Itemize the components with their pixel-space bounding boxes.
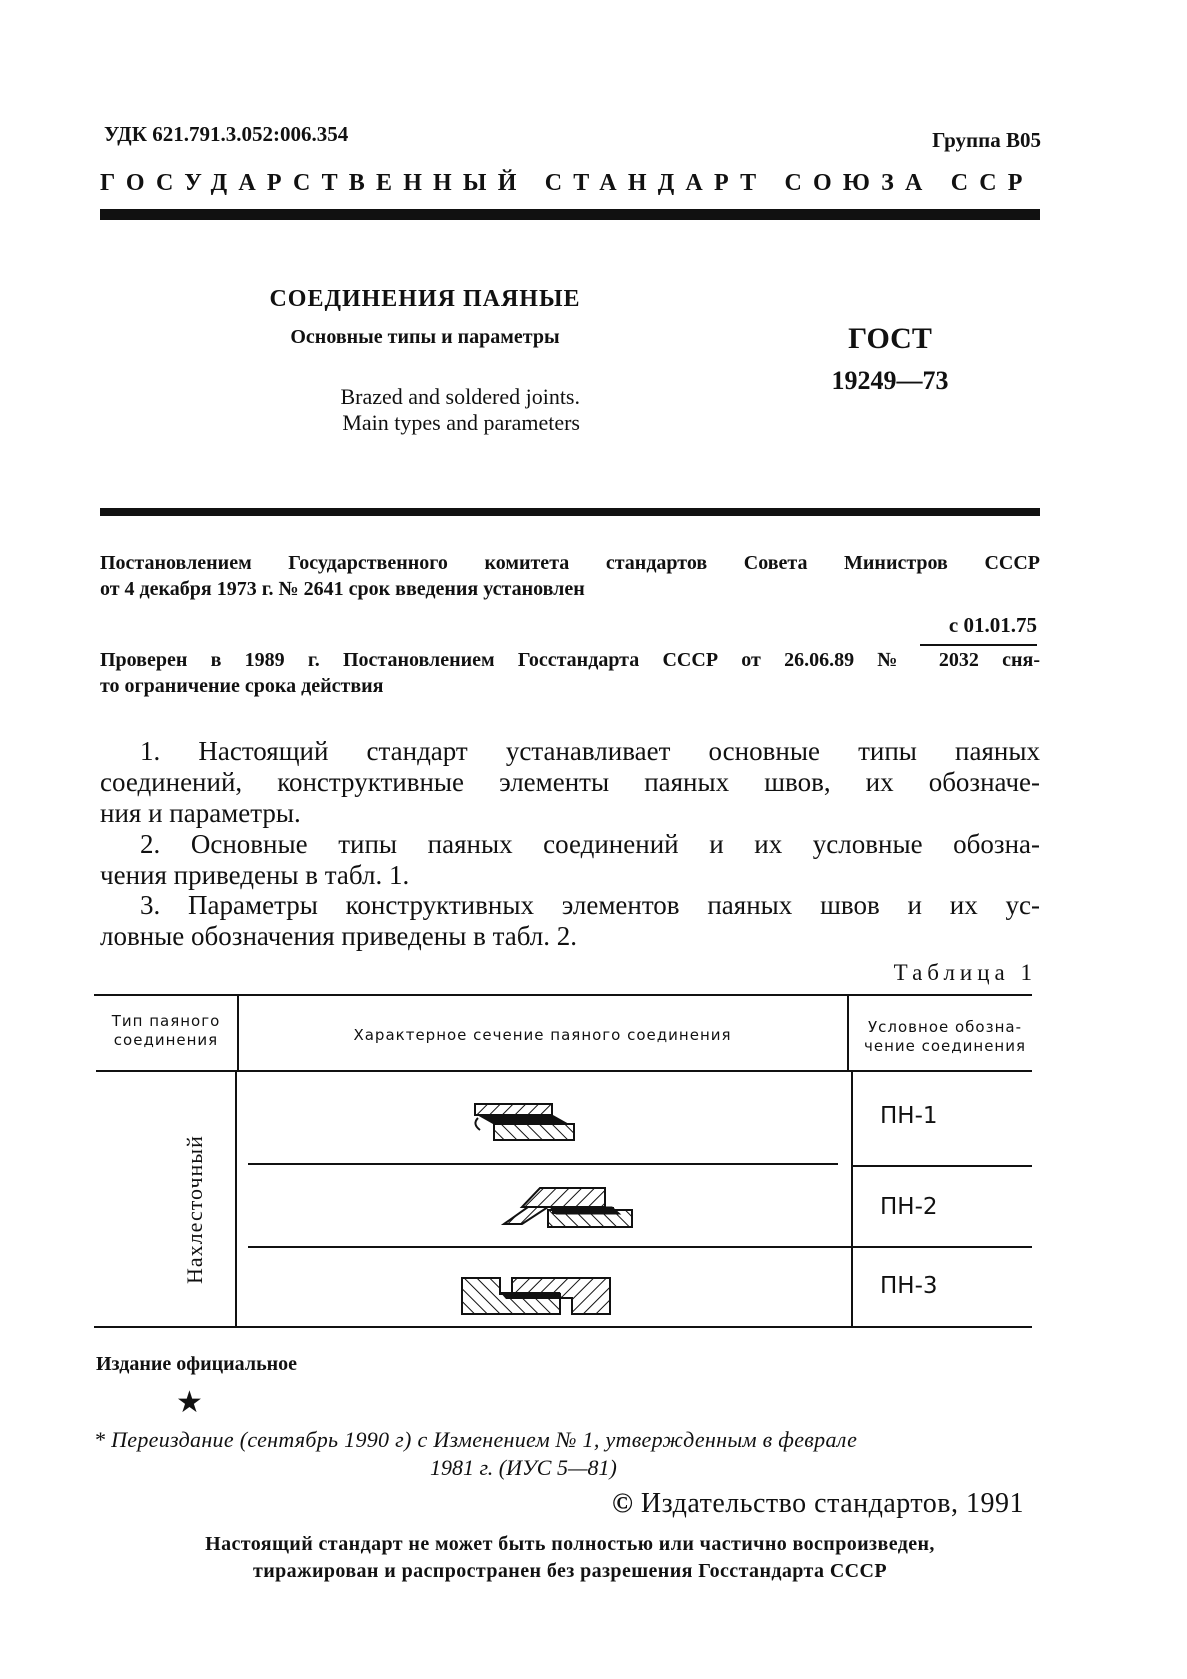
- paragraph-1-line3: ния и параметры.: [100, 798, 301, 828]
- reissue-note-line2: 1981 г. (ИУС 5—81): [430, 1455, 617, 1480]
- state-standard-heading: ГОСУДАРСТВЕННЫЙ СТАНДАРТ СОЮЗА ССР: [100, 170, 1034, 196]
- decree-line1: Постановлением Государственного комитета стандартов Совета Министров СССР: [100, 552, 1040, 574]
- title-russian: СОЕДИНЕНИЯ ПАЯНЫЕ: [269, 286, 581, 312]
- header-joint-type-line2: соединения: [113, 1031, 219, 1049]
- pn1-lower-plate: [494, 1124, 574, 1140]
- pn2-solder-seam-overlay: [552, 1207, 614, 1214]
- checked-line2: то ограничение срока действия: [100, 675, 384, 697]
- code-pn2: ПН-2: [880, 1194, 938, 1220]
- table-caption: Таблица 1: [893, 960, 1037, 985]
- paragraph-1-line2: соединений, конструктивные элементы паяных швов, их обозначе-: [100, 767, 1040, 797]
- pn3-solder-seam: [500, 1292, 562, 1299]
- pn1-solder-seam: [478, 1115, 568, 1124]
- header-designation-line2: чение соединения: [863, 1037, 1027, 1055]
- reissue-note-line1: * Переиздание (сентябрь 1990 г) с Изменением № 1, утвержденным в феврале: [94, 1427, 858, 1452]
- gost-number: 19249—73: [831, 366, 949, 395]
- checked-line1: Проверен в 1989 г. Постановлением Госстандарта СССР от 26.06.89 № 2032 сня-: [100, 649, 1040, 671]
- copyright: [612, 1488, 1024, 1520]
- header-joint-type-line1: Тип паяного: [111, 1012, 221, 1030]
- paragraph-3-line1: 3. Параметры конструктивных элементов паяных швов и их ус-: [140, 890, 1040, 920]
- joint-pn1-section: [475, 1104, 574, 1140]
- reproduction-notice: [100, 1531, 1040, 1585]
- udk-code: УДК 621.791.3.052:006.354: [104, 122, 349, 146]
- code-pn3: ПН-3: [880, 1273, 938, 1299]
- copyright-text: Издательство стандартов, 1991: [640, 1488, 1024, 1519]
- paragraph-1-line1: 1. Настоящий стандарт устанавливает основные типы паяных: [140, 736, 1040, 766]
- pn2-left-plate: [504, 1207, 548, 1224]
- group-code: Группа В05: [932, 128, 1041, 152]
- title-english-line1: Brazed and soldered joints.: [340, 384, 580, 409]
- pn2-upper-plate: [522, 1188, 605, 1207]
- official-edition: Издание официальное: [96, 1353, 298, 1375]
- code-pn1: ПН-1: [880, 1103, 938, 1129]
- paragraph-3-line2: ловные обозначения приведены в табл. 2.: [100, 921, 578, 951]
- pn1-fillet: [475, 1118, 480, 1130]
- effective-date: с 01.01.75: [948, 613, 1037, 637]
- paragraph-2-line2: чения приведены в табл. 1.: [100, 860, 410, 890]
- star-icon: ★: [176, 1386, 203, 1419]
- reproduction-notice-line1: Настоящий стандарт не может быть полностью или частично воспроизведен,: [205, 1533, 935, 1555]
- header-cross-section: Характерное сечение паяного соединения: [353, 1026, 732, 1044]
- title-english-line2: Main types and parameters: [342, 410, 580, 435]
- pn1-upper-plate: [475, 1104, 552, 1115]
- subtitle-russian: Основные типы и параметры: [290, 326, 560, 348]
- copyright-icon: ©: [611, 1488, 634, 1519]
- joint-pn2-section: [504, 1188, 632, 1227]
- joint-pn3-section: [462, 1278, 610, 1314]
- header-designation-line1: Условное обозна-: [868, 1018, 1022, 1036]
- gost-label: ГОСТ: [848, 322, 932, 355]
- reproduction-notice-line2: тиражирован и распространен без разрешения Госстандарта СССР: [253, 1560, 887, 1582]
- paragraph-2-line1: 2. Основные типы паяных соединений и их условные обозна-: [140, 829, 1040, 859]
- decree-line2: от 4 декабря 1973 г. № 2641 срок введения установлен: [100, 578, 585, 600]
- joint-type-lap: Нахлесточный: [182, 1135, 207, 1284]
